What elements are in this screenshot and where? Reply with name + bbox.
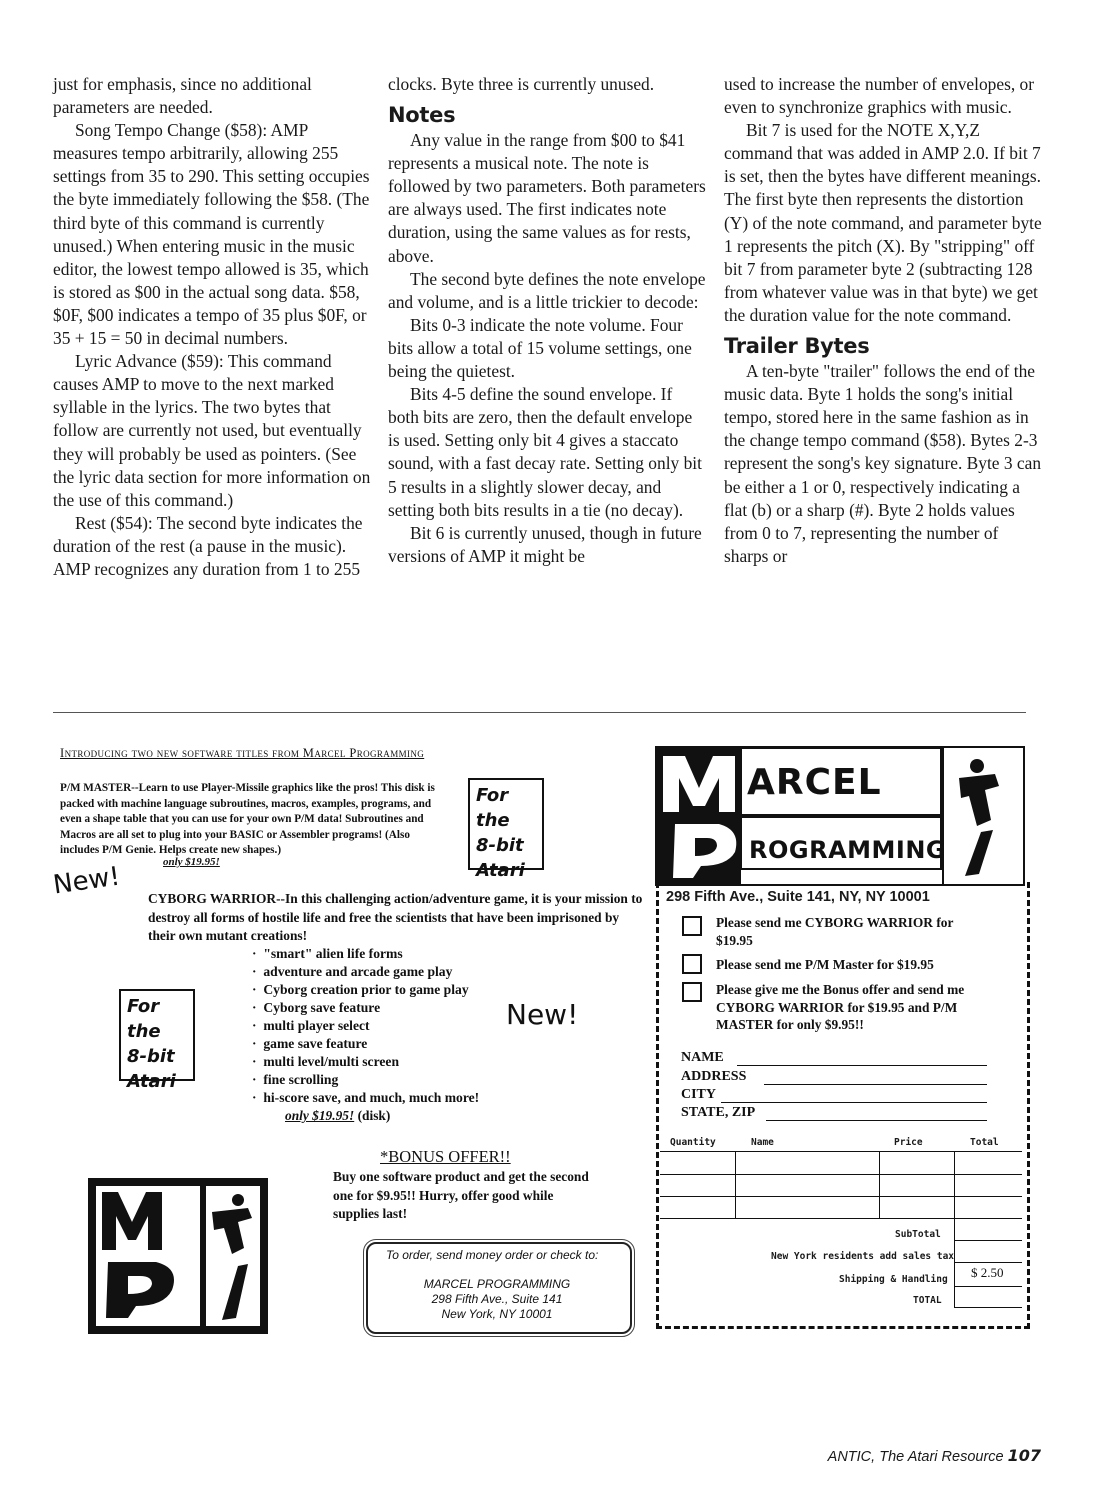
paragraph: A ten-byte "trailer" follows the end of the music data. Byte 1 holds the song's initial tempo, stored here in the same fashion as in the change tempo command ($58). Bytes 2-3 represent the song's key signature. Byte 3 can be either a 1 or 0, respectively indicating a flat (b) or a sharp (#). Byte 2 holds values from 0 to 7, representing the number of sharps or xyxy=(724,361,1042,566)
list-item: · multi level/multi screen xyxy=(252,1053,479,1071)
divider-rule xyxy=(53,712,1026,713)
option-pm-master-label: Please send me P/M Master for $19.95 xyxy=(716,957,934,972)
order-instructions-box xyxy=(366,1242,632,1334)
table-rule xyxy=(954,1286,1022,1287)
for-atari-badge xyxy=(468,778,544,881)
list-item: · Cyborg creation prior to game play xyxy=(252,981,479,999)
logo-arcel-text: ARCEL xyxy=(747,762,882,803)
state-zip-field-label: STATE, ZIP xyxy=(681,1105,756,1120)
list-item: · hi-score save, and much, much more! xyxy=(252,1089,479,1107)
badge-line: 8-bit xyxy=(476,835,524,856)
paragraph: used to increase the number of envelopes, or even to synchronize graphics with music. xyxy=(724,74,1035,118)
paragraph: just for emphasis, since no additional parameters are needed. xyxy=(53,74,312,118)
for-atari-badge xyxy=(119,989,195,1092)
bonus-offer-text: Buy one software product and get the second one for $9.95!! Hurry, offer good while supplies last! xyxy=(333,1169,589,1221)
option-cyborg-warrior-label: Please send me CYBORG WARRIOR for $19.95 xyxy=(716,915,954,948)
subtotal-label: SubTotal xyxy=(895,1229,941,1240)
new-handwritten-label: New! xyxy=(51,861,122,901)
paragraph: Bit 6 is currently unused, though in future versions of AMP it might be xyxy=(388,522,702,566)
sales-tax-label: New York residents add sales tax xyxy=(771,1251,955,1262)
company-name: MARCEL PROGRAMMING xyxy=(423,1277,571,1291)
total-label: TOTAL xyxy=(913,1295,942,1306)
table-rule xyxy=(954,1307,1022,1308)
cyborg-warrior-description: CYBORG WARRIOR--In this challenging action/adventure game, it is your mission to destroy all forms of hostile life and free the scientists that have been imprisoned by their own mutant creations! xyxy=(148,891,643,943)
page-footer xyxy=(828,1446,1041,1465)
order-instructions: To order, send money order or check to: xyxy=(386,1248,599,1262)
address-field[interactable] xyxy=(764,1083,987,1085)
new-label: New! xyxy=(506,998,579,1031)
paragraph: Lyric Advance ($59): This command causes AMP to move to the next marked syllable in the lyrics. The two bytes that follow are currently not used, but eventually they will probably be used as pointers. (See the lyric data section for more information on the use of this command.) xyxy=(53,351,371,510)
article-column-3 xyxy=(724,73,1042,568)
table-rule xyxy=(954,1262,1022,1263)
option-bonus-offer-label: Please give me the Bonus offer and send me CYBORG WARRIOR for $19.95 and P/M MASTER for only $9.95!! xyxy=(716,982,965,1032)
paragraph: Bits 4-5 define the sound envelope. If both bits are zero, then the default envelope is used. Setting only bit 4 gives a staccato sound, with a fast decay rate. Setting only bit 5 results in a slightly slower decay, and setting both bits results in a tie (no decay). xyxy=(388,384,702,520)
logo-rogramming-text: ROGRAMMING xyxy=(749,836,947,864)
state-zip-field[interactable] xyxy=(766,1119,987,1121)
checkbox-pm-master[interactable] xyxy=(682,954,702,974)
shipping-value: $ 2.50 xyxy=(971,1265,1004,1280)
marcel-programming-logo-small xyxy=(88,1178,268,1334)
name-field-label: NAME xyxy=(681,1050,724,1065)
section-heading-trailer-bytes: Trailer Bytes xyxy=(724,334,870,359)
price-suffix: (disk) xyxy=(357,1108,391,1123)
form-address: 298 Fifth Ave., Suite 141, NY, NY 10001 xyxy=(666,889,930,905)
cyborg-feature-list xyxy=(252,945,479,1107)
paragraph: Bits 0-3 indicate the note volume. Four bits allow a total of 15 volume settings, one being the quietest. xyxy=(388,314,692,382)
mp-logo-graphic xyxy=(88,1178,268,1334)
badge-line: Atari xyxy=(476,860,525,881)
list-item: · adventure and arcade game play xyxy=(252,963,479,981)
table-header-price: Price xyxy=(894,1137,923,1148)
table-rule xyxy=(954,1151,955,1307)
city-field-label: CITY xyxy=(681,1087,717,1102)
mailing-address xyxy=(422,1277,572,1322)
publication-name: ANTIC, The Atari Resource xyxy=(827,1449,1004,1465)
name-field[interactable] xyxy=(737,1064,987,1066)
list-item: · multi player select xyxy=(252,1017,479,1035)
table-header-name: Name xyxy=(751,1137,774,1148)
list-item: · game save feature xyxy=(252,1035,479,1053)
list-item: · "smart" alien life forms xyxy=(252,945,479,963)
article-column-1 xyxy=(53,73,371,581)
article-column-2 xyxy=(388,73,706,568)
bonus-offer-heading: *BONUS OFFER!! xyxy=(380,1147,511,1166)
shipping-label: Shipping & Handling xyxy=(839,1274,948,1285)
street-address: 298 Fifth Ave., Suite 141 xyxy=(431,1292,563,1306)
table-header-total: Total xyxy=(970,1137,999,1148)
price-value: only $19.95! xyxy=(285,1108,355,1123)
paragraph: Bit 7 is used for the NOTE X,Y,Z command that was added in AMP 2.0. If bit 7 is set, then the bytes have different meanings. The first byte then represents the distortion (Y) of the note command, and parameter byte 1 represents the pitch (X). By "stripping" off bit 7 from parameter byte 2 (subtracting 128 from whatever value was in that byte) we get the duration value for the note command. xyxy=(724,120,1042,325)
paragraph: Rest ($54): The second byte indicates the duration of the rest (a pause in the music). AMP recognizes any duration from 1 to 255 xyxy=(53,512,363,579)
table-rule xyxy=(660,1218,1022,1219)
table-header-quantity: Quantity xyxy=(670,1137,716,1148)
table-rule xyxy=(954,1240,1022,1241)
table-rule xyxy=(660,1196,1022,1197)
checkbox-cyborg-warrior[interactable] xyxy=(682,916,702,936)
paragraph: Song Tempo Change ($58): AMP measures tempo arbitrarily, allowing 255 settings from 35 to 290. This setting occupies the byte immediately following the $58. (The third byte of this command is currently unused.) When entering music in the music editor, the lowest tempo allowed is 35, which is stored as $00 in the actual song data. $58, $0F, $00 indicates a tempo of 35 plus $0F, or 35 + 15 = 50 in decimal numbers. xyxy=(53,120,370,349)
badge-line: 8-bit xyxy=(127,1046,175,1067)
page-number: 107 xyxy=(1007,1446,1041,1465)
list-item: · fine scrolling xyxy=(252,1071,479,1089)
ad-intro-heading: Introducing two new software titles from Marcel Programming xyxy=(60,746,425,760)
table-rule xyxy=(660,1174,1022,1175)
badge-line: For the xyxy=(476,785,510,831)
address-field-label: ADDRESS xyxy=(681,1069,747,1084)
table-rule xyxy=(660,1151,1022,1152)
badge-line: Atari xyxy=(127,1071,176,1092)
pm-master-description: P/M MASTER--Learn to use Player-Missile graphics like the pros! This disk is packed with machine language subroutines, macros, examples, programs, and even a shape table that you can use for your own P/M data! Subroutines and Macros are all set to plug into your BASIC or Assembler programs! (Also includes P/M Genie. Helps create new shapes.) xyxy=(60,782,435,856)
paragraph: clocks. Byte three is currently unused. xyxy=(388,74,655,94)
section-heading-notes: Notes xyxy=(388,103,456,128)
pm-master-price: only $19.95! xyxy=(163,856,220,868)
city-field[interactable] xyxy=(721,1101,987,1103)
paragraph: The second byte defines the note envelope and volume, and is a little trickier to decode: xyxy=(388,268,706,312)
city-address: New York, NY 10001 xyxy=(441,1307,553,1321)
paragraph: Any value in the range from $00 to $41 represents a musical note. The note is followed by two parameters. Both parameters are always used. The first indicates note duration, using the same values as for rests, above. xyxy=(388,130,706,266)
marcel-programming-logo xyxy=(655,746,1025,886)
checkbox-bonus-offer[interactable] xyxy=(682,982,702,1002)
badge-line: For the xyxy=(127,996,161,1042)
list-item: · Cyborg save feature xyxy=(252,999,479,1017)
table-rule xyxy=(879,1151,880,1218)
table-rule xyxy=(735,1151,736,1218)
cyborg-warrior-price xyxy=(285,1108,390,1124)
